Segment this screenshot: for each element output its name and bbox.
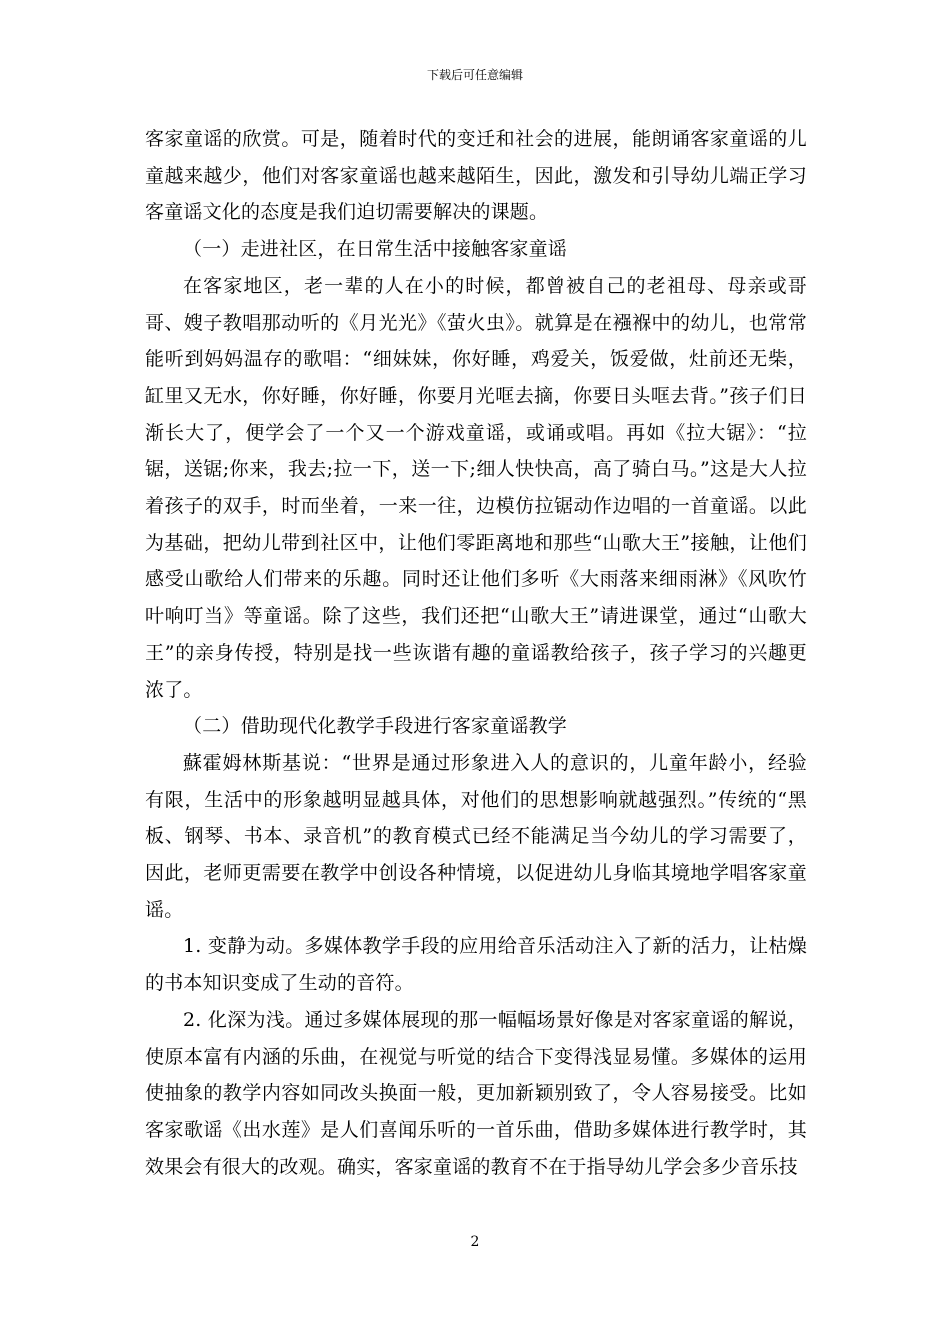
section-heading: （二）借助现代化教学手段进行客家童谣教学: [183, 715, 568, 738]
page-header: 下载后可任意编辑: [426, 68, 523, 82]
section-heading: （一）走进社区，在日常生活中接触客家童谣: [183, 238, 568, 261]
list-item: 1. 变静为动。多媒体教学手段的应用给音乐活动注入了新的活力，让枯燥的书本知识变成了生动的音符。: [145, 935, 807, 995]
paragraph: 在客家地区，老一辈的人在小的时候，都曾被自己的老祖母、母亲或哥哥、嫂子教唱那动听的《月光光》《萤火虫》。就算是在襁褓中的幼儿，也常常能听到妈妈温存的歌唱：“细妹妹，你好睡，鸡爱关，饭爱做，灶前还无柴，缸里又无水，你好睡，你好睡，你要月光哐去摘，你要日头哐去背。”孩子们日渐长大了，便学会了一个又一个游戏童谣，或诵或唱。再如《拉大锯》：“拉锯，送锯;你来，我去;拉一下，送一下;细人快快高，高了骑白马。”这是大人拉着孩子的双手，时而坐着，一来一往，边模仿拉锯动作边唱的一首童谣。以此为基础，把幼儿带到社区中，让他们零距离地和那些“山歌大王”接触，让他们感受山歌给人们带来的乐趣。同时还让他们多听《大雨落来细雨淋》《风吹竹叶响叮当》等童谣。除了这些，我们还把“山歌大王”请进课堂，通过“山歌大王”的亲身传授，特别是找一些诙谐有趣的童谣教给孩子，孩子学习的兴趣更浓了。: [145, 274, 807, 701]
page-number: 2: [470, 1234, 480, 1250]
document-body: [145, 121, 807, 1185]
paragraph: 蘇霍姆林斯基说：“世界是通过形象进入人的意识的，儿童年龄小，经验有限，生活中的形象越明显越具体，对他们的思想影响就越强烈。”传统的“黑板、钢琴、书本、录音机”的教育模式已经不能满足当今幼儿的学习需要了，因此，老师更需要在教学中创设各种情境，以促进幼儿身临其境地学唱客家童谣。: [145, 751, 807, 921]
paragraph: 客家童谣的欣赏。可是，随着时代的变迁和社会的进展，能朗诵客家童谣的儿童越来越少，他们对客家童谣也越来越陌生，因此，激发和引导幼儿端正学习客童谣文化的态度是我们迫切需要解决的课题。: [145, 128, 807, 224]
list-item: 2. 化深为浅。通过多媒体展现的那一幅幅场景好像是对客家童谣的解说，使原本富有内涵的乐曲，在视觉与听觉的结合下变得浅显易懂。多媒体的运用使抽象的教学内容如同改头换面一般，更加新颖别致了，令人容易接受。比如客家歌谣《出水莲》是人们喜闻乐听的一首乐曲，借助多媒体进行教学时，其效果会有很大的改观。确实，客家童谣的教育不在于指导幼儿学会多少音乐技: [145, 1008, 807, 1178]
